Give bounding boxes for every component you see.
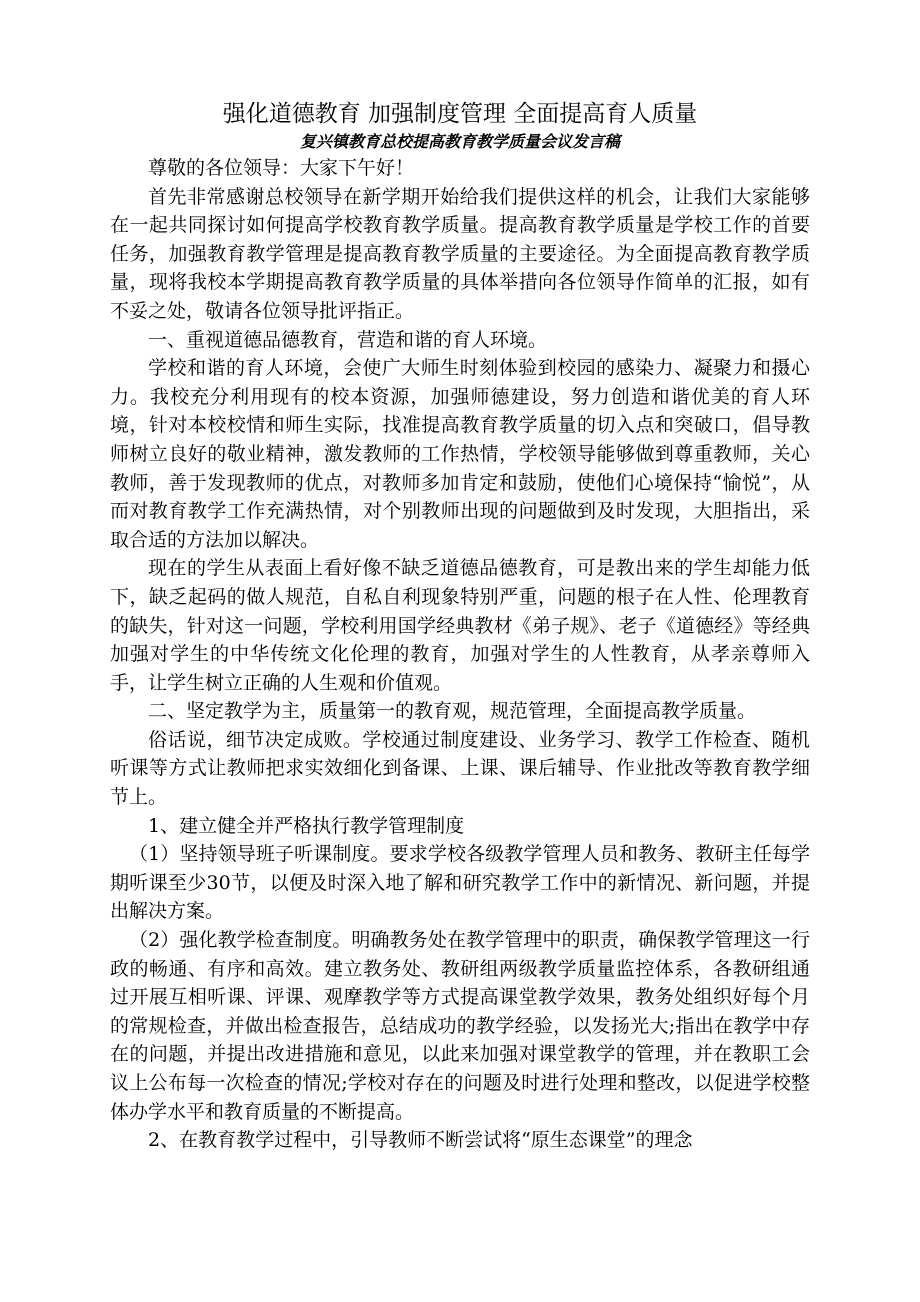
paragraph-inspection-system: （2）强化教学检查制度。明确教务处在教学管理中的职责，确保教学管理这一行政的畅通、有序和高效。建立教务处、教研组两级教学质量监控体系，各教研组通过开展互相听课、评课、观摩教学等方式提高课堂教学效果，教务处组织好每个月的常规检查，并做出检查报告，总结成功的教学经验，以发扬光大;指出在教学中存在的问题，并提出改进措施和意见，以此来加强对课堂教学的管理，并在教职工会议上公布每一次检查的情况;学校对存在的问题及时进行处理和整改，以促进学校整体办学水平和教育质量的不断提高。 bbox=[110, 929, 810, 1123]
paragraph-introduction: 首先非常感谢总校领导在新学期开始给我们提供这样的机会，让我们大家能够在一起共同探讨如何提高学校教育教学质量。提高教育教学质量是学校工作的首要任务，加强教育教学管理是提高教育教学质量的主要途径。为全面提高教育教学质量，现将我校本学期提高教育教学质量的具体举措向各位领导作简单的汇报，如有不妥之处，敬请各位领导批评指正。 bbox=[110, 185, 810, 322]
subsection-heading-one: 1、建立健全并严格执行教学管理制度 bbox=[148, 814, 465, 837]
paragraph-moral-education: 现在的学生从表面上看好像不缺乏道德品德教育，可是教出来的学生却能力低下，缺乏起码的做人规范，自私自利现象特别严重，问题的根子在人性、伦理教育的缺失，针对这一问题，学校利用国学经典教材《弟子规》、老子《道德经》等经典加强对学生的中华传统文化伦理的教育，加强对学生的人性教育，从孝亲尊师入手，让学生树立正确的人生观和价值观。 bbox=[110, 557, 810, 694]
document-page bbox=[110, 98, 810, 1155]
subsection-heading-two: 2、在教育教学过程中，引导教师不断尝试将“原生态课堂”的理念 bbox=[148, 1129, 693, 1152]
paragraph-environment: 学校和谐的育人环境，会使广大师生时刻体验到校园的感染力、凝聚力和摄心力。我校充分利用现有的校本资源，加强师德建设，努力创造和谐优美的育人环境，针对本校校情和师生实际，找准提高教育教学质量的切入点和突破口，倡导教师树立良好的敬业精神，激发教师的工作热情，学校领导能够做到尊重教师，关心教师，善于发现教师的优点，对教师多加肯定和鼓励，使他们心境保持“愉悦”，从而对教育教学工作充满热情，对个别教师出现的问题做到及时发现，大胆指出，采取合适的方法加以解决。 bbox=[110, 357, 810, 551]
section-heading-one: 一、重视道德品德教育，营造和谐的育人环境。 bbox=[148, 328, 548, 351]
paragraph-greeting: 尊敬的各位领导：大家下午好！ bbox=[148, 157, 415, 179]
document-title: 强化道德教育 加强制度管理 全面提高育人质量 bbox=[222, 101, 698, 127]
document-subtitle: 复兴镇教育总校提高教育教学质量会议发言稿 bbox=[299, 132, 620, 151]
section-heading-two: 二、坚定教学为主，质量第一的教育观，规范管理，全面提高教学质量。 bbox=[148, 700, 757, 723]
paragraph-lecture-system: （1）坚持领导班子听课制度。要求学校各级教学管理人员和教务、教研主任每学期听课至少30节，以便及时深入地了解和研究教学工作中的新情况、新问题，并提出解决方案。 bbox=[110, 843, 810, 923]
paragraph-details: 俗话说，细节决定成败。学校通过制度建设、业务学习、教学工作检查、随机听课等方式让教师把求实效细化到备课、上课、课后辅导、作业批改等教育教学细节上。 bbox=[110, 728, 810, 809]
